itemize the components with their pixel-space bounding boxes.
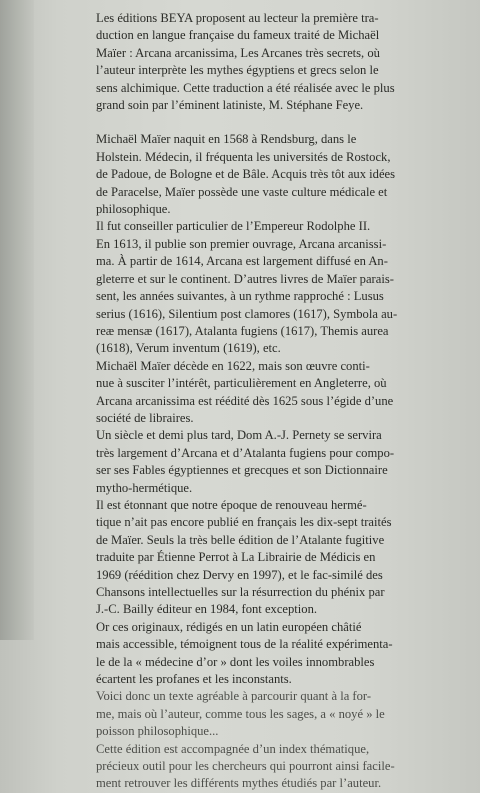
text-line: Michaël Maïer naquit en 1568 à Rendsburg, dans le	[96, 132, 357, 147]
paragraph	[84, 741, 450, 793]
text-line: serius (1616), Silentium post clamores (1617), Symbola au-	[96, 306, 398, 321]
text-line: ser ses Fables égyptiennes et grecques et son Dictionnaire	[96, 463, 388, 478]
text-line: société de libraires.	[96, 410, 194, 425]
text-line: Maïer : Arcana arcanissima, Les Arcanes très secrets, où	[96, 45, 380, 60]
text-line: mytho-hermétique.	[96, 480, 193, 495]
text-line: Il fut conseiller particulier de l’Empereur Rodolphe II.	[96, 219, 371, 234]
text-line: de Padoue, de Bologne et de Bâle. Acquis très tôt aux idées	[96, 167, 396, 182]
text-line: l’auteur interprète les mythes égyptiens et grecs selon le	[96, 63, 379, 78]
text-line: J.-C. Bailly éditeur en 1984, font exception.	[96, 602, 318, 617]
text-line: mais accessible, témoignent tous de la réalité expérimenta-	[96, 637, 393, 652]
text-line: précieux outil pour les chercheurs qui pourront ainsi facile-	[96, 759, 395, 774]
text-line: le de la « médecine d’or » dont les voiles innombrables	[96, 654, 375, 669]
text-line: Un siècle et demi plus tard, Dom A.-J. Pernety se servira	[96, 428, 382, 443]
text-line: traduite par Étienne Perrot à La Librairie de Médicis en	[96, 550, 376, 565]
text-line: ma. À partir de 1614, Arcana est largement diffusé en An-	[96, 254, 388, 269]
text-line: Cette édition est accompagnée d’un index thématique,	[96, 741, 370, 756]
text-line: En 1613, il publie son premier ouvrage, Arcana arcanissi-	[96, 236, 387, 251]
text-line: grand soin par l’éminent latiniste, M. Stéphane Feye.	[96, 98, 364, 113]
text-line: reæ mensæ (1617), Atalanta fugiens (1617), Themis aurea	[96, 323, 389, 338]
text-line: sent, les années suivantes, à un rythme rapproché : Lusus	[96, 289, 384, 304]
text-line: écartent les profanes et les inconstants.	[96, 672, 292, 687]
book-edge	[0, 0, 34, 640]
text-line: sens alchimique. Cette traduction a été réalisée avec le plus	[96, 80, 395, 95]
text-line: Holstein. Médecin, il fréquenta les universités de Rostock,	[96, 149, 391, 164]
text-line: gleterre et sur le continent. D’autres livres de Maïer parais-	[96, 271, 394, 286]
paragraph	[84, 358, 450, 428]
text-line: (1618), Verum inventum (1619), etc.	[96, 341, 281, 356]
text-line: Les éditions BEYA proposent au lecteur la première tra-	[96, 11, 379, 25]
text-line: Or ces originaux, rédigés en un latin européen châtié	[96, 619, 362, 634]
paragraph	[84, 218, 450, 357]
text-line: philosophique.	[96, 202, 171, 217]
text-line: très largement d’Arcana et d’Atalanta fugiens pour compo-	[96, 445, 395, 460]
text-line: me, mais où l’auteur, comme tous les sages, a « noyé » le	[96, 706, 385, 721]
paragraph	[84, 619, 450, 689]
paragraph	[84, 131, 450, 218]
text-line: Michaël Maïer décède en 1622, mais son œuvre conti-	[96, 358, 370, 373]
text-line: Chansons intellectuelles sur la résurrection du phénix par	[96, 585, 385, 599]
text-line: de Maïer. Seuls la très belle édition de l’Atalante fugitive	[96, 532, 385, 547]
text-line: Arcana arcanissima est réédité dès 1625 sous l’égide d’une	[96, 393, 394, 408]
text-line: Il est étonnant que notre époque de renouveau hermé-	[96, 497, 367, 512]
text-line: tique n’ait pas encore publié en français les dix-sept traités	[96, 515, 392, 530]
text-line: duction en langue française du fameux traité de Michaël	[96, 28, 380, 43]
text-line: nue à susciter l’intérêt, particulièrement en Angleterre, où	[96, 376, 387, 391]
paragraph	[84, 497, 450, 619]
paragraph	[84, 10, 450, 114]
paragraph	[84, 688, 450, 740]
back-cover-text	[84, 10, 450, 793]
text-line: Voici donc un texte agréable à parcourir quant à la for-	[96, 689, 372, 704]
text-line: 1969 (réédition chez Dervy en 1997), et le fac-similé des	[96, 567, 383, 582]
text-line: de Paracelse, Maïer possède une vaste culture médicale et	[96, 184, 388, 199]
text-line: poisson philosophique...	[96, 724, 219, 739]
text-line: ment retrouver les différents mythes étudiés par l’auteur.	[96, 776, 382, 791]
paragraph	[84, 427, 450, 497]
